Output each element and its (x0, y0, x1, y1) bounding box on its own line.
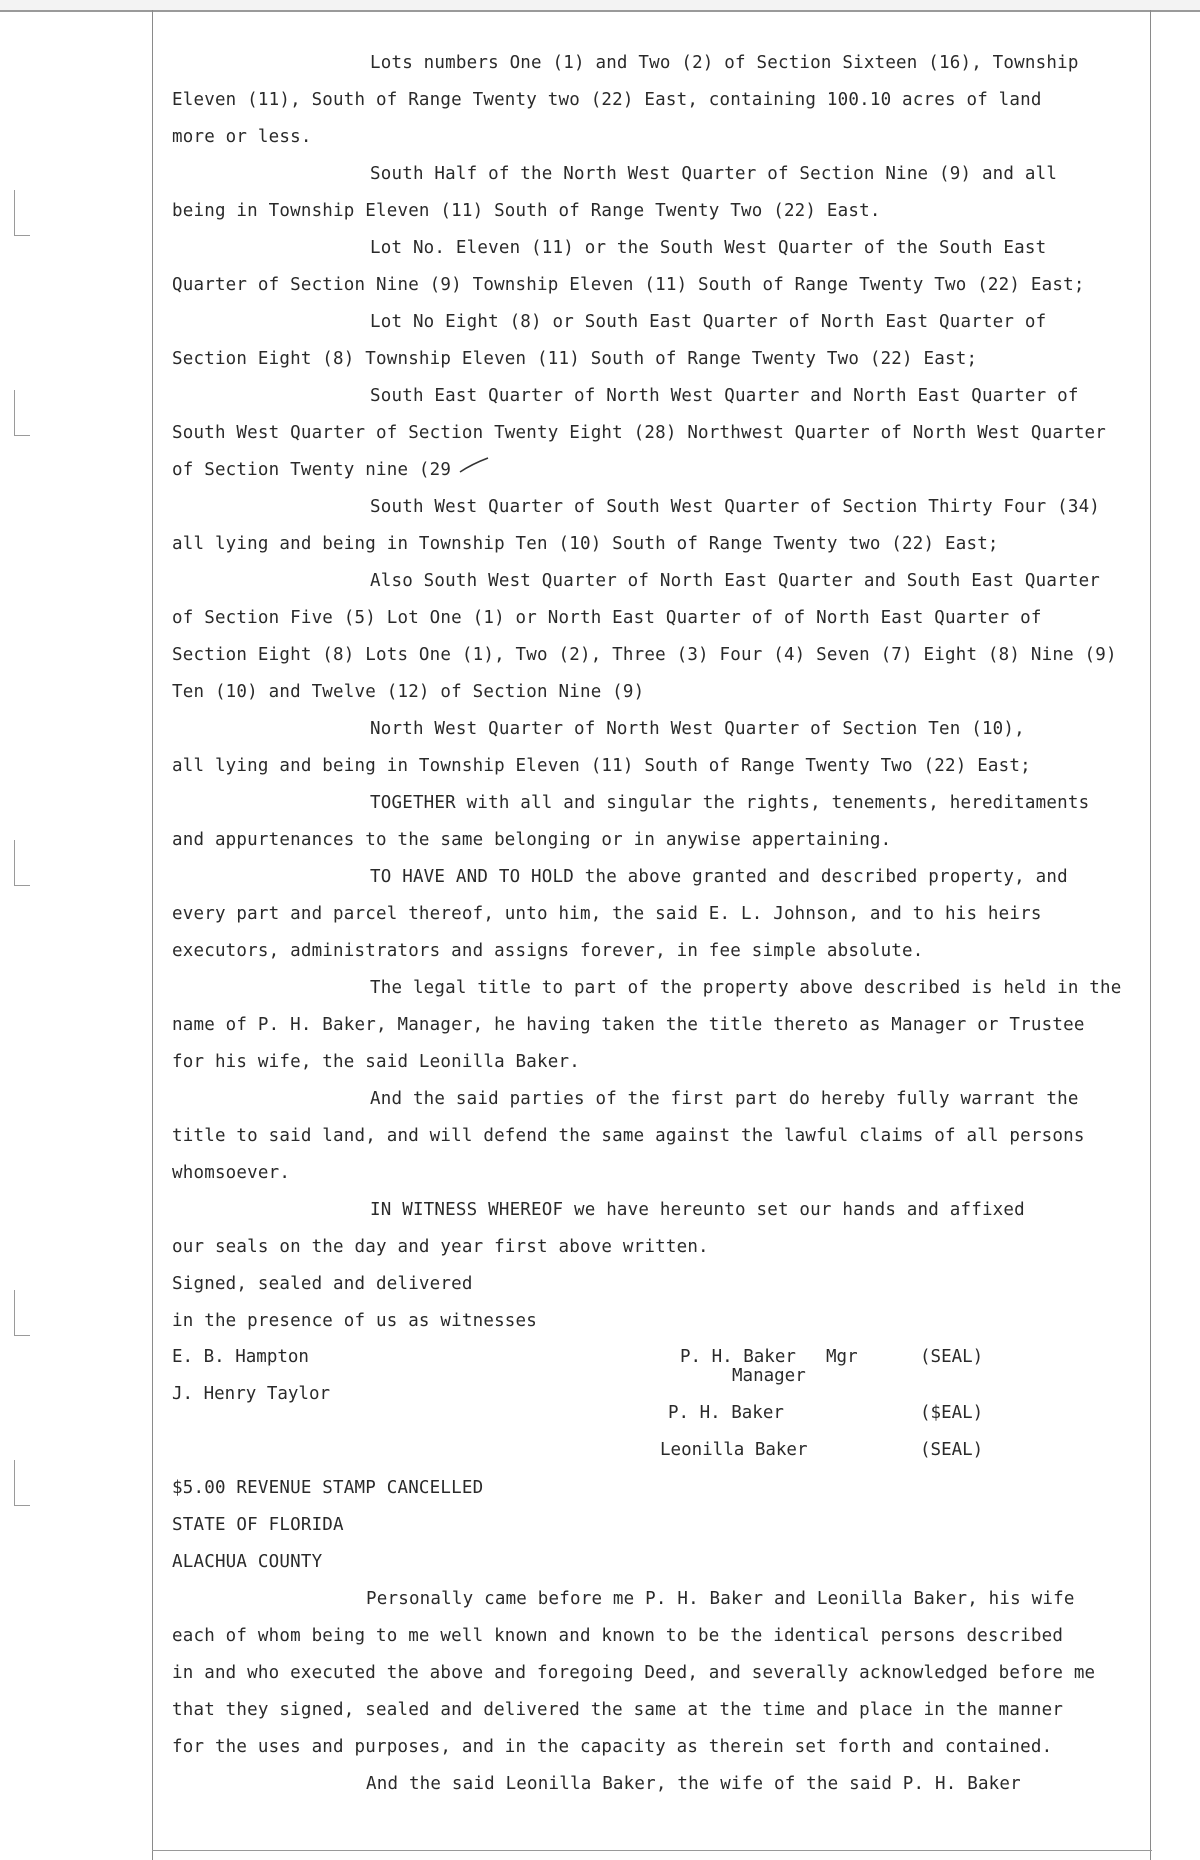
body-line: The legal title to part of the property above described is held in the (370, 978, 1122, 998)
acknowledgment-line: And the said Leonilla Baker, the wife of the said P. H. Baker (366, 1774, 1021, 1794)
body-line: Lots numbers One (1) and Two (2) of Section Sixteen (16), Township (370, 53, 1079, 73)
right-margin-rule (1150, 10, 1151, 1860)
body-line: Quarter of Section Nine (9) Township Eleven (11) South of Range Twenty Two (22) East; (172, 275, 1085, 295)
body-line: South East Quarter of North West Quarter and North East Quarter of (370, 386, 1079, 406)
body-line: for his wife, the said Leonilla Baker. (172, 1052, 580, 1072)
body-line: of Section Twenty nine (29 (172, 460, 452, 480)
signer-name: Leonilla Baker (660, 1440, 808, 1460)
body-line: Lot No Eight (8) or South East Quarter of North East Quarter of (370, 312, 1047, 332)
body-line: Lot No. Eleven (11) or the South West Quarter of the South East (370, 238, 1047, 258)
body-line: Also South West Quarter of North East Quarter and South East Quarter (370, 571, 1101, 591)
body-line: IN WITNESS WHEREOF we have hereunto set our hands and affixed (370, 1200, 1025, 1220)
body-line: all lying and being in Township Eleven (11) South of Range Twenty Two (22) East; (172, 756, 1031, 776)
seal-mark: ($EAL) (920, 1403, 984, 1423)
acknowledgment-line: in and who executed the above and foregoing Deed, and severally acknowledged before me (172, 1663, 1096, 1683)
body-line: of Section Five (5) Lot One (1) or North East Quarter of of North East Quarter of (172, 608, 1042, 628)
acknowledgment-line: Personally came before me P. H. Baker and Leonilla Baker, his wife (366, 1589, 1075, 1609)
body-line: North West Quarter of North West Quarter of Section Ten (10), (370, 719, 1025, 739)
body-line: TO HAVE AND TO HOLD the above granted and described property, and (370, 867, 1068, 887)
body-line: our seals on the day and year first above written. (172, 1237, 709, 1257)
body-line: being in Township Eleven (11) South of Range Twenty Two (22) East. (172, 201, 881, 221)
binder-hole-mark (14, 190, 30, 236)
acknowledgment-line: that they signed, sealed and delivered the same at the time and place in the manner (172, 1700, 1064, 1720)
body-line: all lying and being in Township Ten (10) South of Range Twenty two (22) East; (172, 534, 999, 554)
body-line: South Half of the North West Quarter of Section Nine (9) and all (370, 164, 1058, 184)
body-line: executors, administrators and assigns forever, in fee simple absolute. (172, 941, 924, 961)
body-line: Section Eight (8) Township Eleven (11) South of Range Twenty Two (22) East; (172, 349, 978, 369)
acknowledgment-line: for the uses and purposes, and in the capacity as therein set forth and contained. (172, 1737, 1053, 1757)
witness-name: E. B. Hampton (172, 1347, 309, 1367)
binder-hole-mark (14, 1290, 30, 1336)
binder-hole-mark (14, 840, 30, 886)
venue-state: STATE OF FLORIDA (172, 1515, 344, 1535)
body-line: name of P. H. Baker, Manager, he having taken the title thereto as Manager or Trustee (172, 1015, 1085, 1035)
body-line: and appurtenances to the same belonging or in anywise appertaining. (172, 830, 892, 850)
signer-title: Manager (732, 1366, 806, 1386)
signer-name: P. H. Baker (668, 1403, 784, 1423)
bottom-edge-rule (152, 1850, 1152, 1851)
binder-hole-mark (14, 1460, 30, 1506)
acknowledgment-line: each of whom being to me well known and known to be the identical persons described (172, 1626, 1064, 1646)
left-margin-rule (152, 10, 153, 1860)
body-line: every part and parcel thereof, unto him, the said E. L. Johnson, and to his heirs (172, 904, 1042, 924)
page-top-edge (0, 0, 1200, 12)
seal-mark: (SEAL) (920, 1347, 984, 1367)
body-line: Ten (10) and Twelve (12) of Section Nine (9) (172, 682, 645, 702)
signer-name: P. H. Baker (680, 1347, 796, 1367)
signer-title: Mgr (826, 1347, 858, 1367)
body-line: And the said parties of the first part do hereby fully warrant the (370, 1089, 1079, 1109)
body-line: Eleven (11), South of Range Twenty two (22) East, containing 100.10 acres of land (172, 90, 1042, 110)
body-line: South West Quarter of South West Quarter of Section Thirty Four (34) (370, 497, 1101, 517)
body-line: in the presence of us as witnesses (172, 1311, 538, 1331)
body-line: Section Eight (8) Lots One (1), Two (2), Three (3) Four (4) Seven (7) Eight (8) Nine (9) (172, 645, 1117, 665)
seal-mark: (SEAL) (920, 1440, 984, 1460)
witness-name: J. Henry Taylor (172, 1384, 331, 1404)
binder-hole-mark (14, 390, 30, 436)
body-line: title to said land, and will defend the same against the lawful claims of all persons (172, 1126, 1085, 1146)
body-line: TOGETHER with all and singular the rights, tenements, hereditaments (370, 793, 1090, 813)
body-line: whomsoever. (172, 1163, 291, 1183)
handwritten-tick-icon (458, 456, 490, 474)
venue-county: ALACHUA COUNTY (172, 1552, 323, 1572)
revenue-stamp-note: $5.00 REVENUE STAMP CANCELLED (172, 1478, 484, 1498)
body-line: South West Quarter of Section Twenty Eight (28) Northwest Quarter of North West Quarter (172, 423, 1107, 443)
body-line: Signed, sealed and delivered (172, 1274, 473, 1294)
body-line: more or less. (172, 127, 312, 147)
